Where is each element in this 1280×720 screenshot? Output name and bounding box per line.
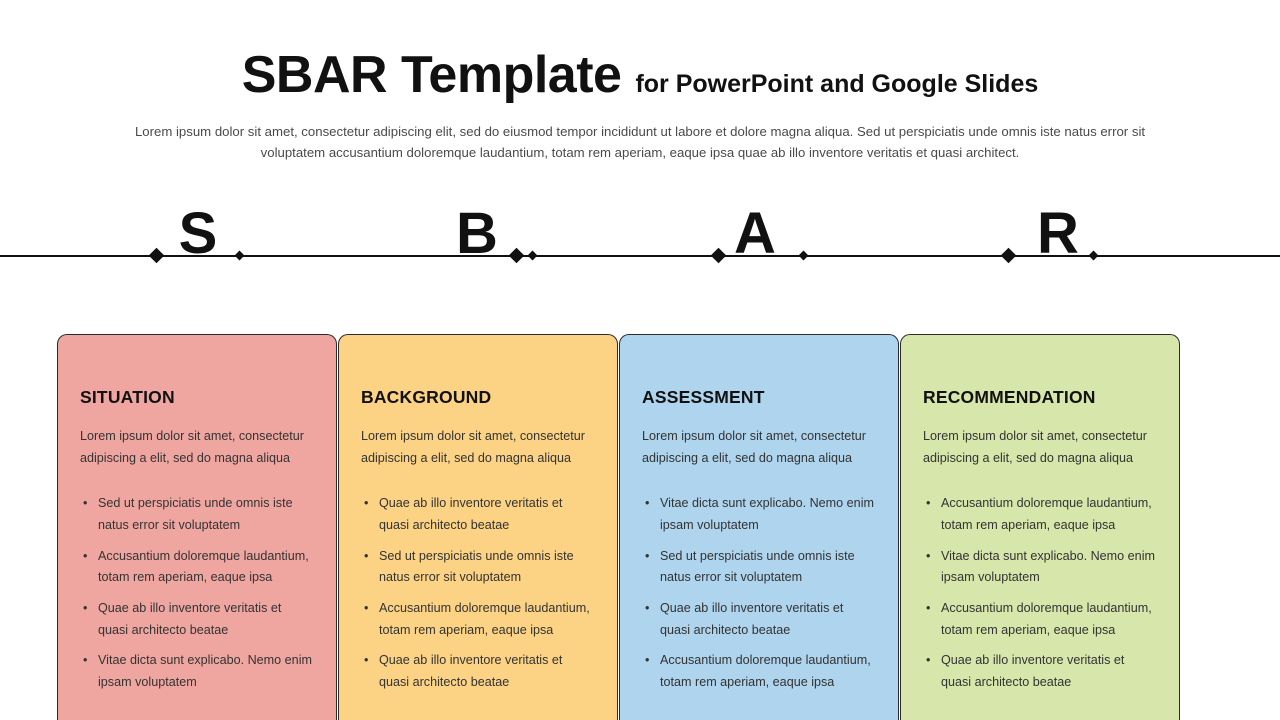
title-row: [0, 48, 1280, 103]
timeline-node-letter: B: [456, 201, 498, 266]
list-item: • Quae ab illo inventore veritatis et quasi architecto beatae: [377, 650, 595, 693]
list-item: • Quae ab illo inventore veritatis et quasi architecto beatae: [96, 598, 314, 641]
list-item: • Vitae dicta sunt explicabo. Nemo enim ipsam voluptatem: [658, 493, 876, 536]
timeline-node-r: [978, 201, 1138, 266]
card-background: [338, 334, 618, 720]
list-item: • Vitae dicta sunt explicabo. Nemo enim ipsam voluptatem: [96, 650, 314, 693]
list-item: • Vitae dicta sunt explicabo. Nemo enim ipsam voluptatem: [939, 546, 1157, 589]
list-item: • Accusantium doloremque laudantium, totam rem aperiam, eaque ipsa: [96, 546, 314, 589]
list-item: • Sed ut perspiciatis unde omnis iste natus error sit voluptatem: [658, 546, 876, 589]
card-situation: [57, 334, 337, 720]
list-item: • Accusantium doloremque laudantium, totam rem aperiam, eaque ipsa: [658, 650, 876, 693]
list-item: • Sed ut perspiciatis unde omnis iste natus error sit voluptatem: [377, 546, 595, 589]
card-title: SITUATION: [80, 387, 175, 407]
card-assessment: [619, 334, 899, 720]
sbar-cards: [57, 334, 1219, 720]
page-subtitle: for PowerPoint and Google Slides: [635, 70, 1039, 98]
timeline-node-letter: S: [178, 201, 218, 266]
card-bullet-list: [361, 493, 595, 693]
sbar-timeline: [0, 201, 1280, 315]
card-bullet-list: [80, 493, 314, 693]
card-recommendation: [900, 334, 1180, 720]
card-lead-text: Lorem ipsum dolor sit amet, consectetur adipiscing a elit, sed do magna aliqua: [642, 429, 866, 465]
timeline-node-b: [397, 201, 557, 266]
card-lead-text: Lorem ipsum dolor sit amet, consectetur adipiscing a elit, sed do magna aliqua: [923, 429, 1147, 465]
card-title: ASSESSMENT: [642, 387, 765, 407]
list-item: • Accusantium doloremque laudantium, totam rem aperiam, eaque ipsa: [939, 598, 1157, 641]
card-title: RECOMMENDATION: [923, 387, 1096, 407]
timeline-node-letter: R: [1037, 201, 1079, 266]
card-lead-text: Lorem ipsum dolor sit amet, consectetur adipiscing a elit, sed do magna aliqua: [80, 429, 304, 465]
timeline-node-s: [118, 201, 278, 266]
list-item: • Accusantium doloremque laudantium, totam rem aperiam, eaque ipsa: [377, 598, 595, 641]
card-title: BACKGROUND: [361, 387, 492, 407]
timeline-node-letter: A: [734, 201, 776, 266]
list-item: • Quae ab illo inventore veritatis et quasi architecto beatae: [377, 493, 595, 536]
list-item: • Quae ab illo inventore veritatis et quasi architecto beatae: [658, 598, 876, 641]
intro-paragraph: Lorem ipsum dolor sit amet, consectetur adipiscing elit, sed do eiusmod tempor incididunt ut labore et dolore magna aliqua. Sed ut perspiciatis unde omnis iste natus error sit voluptatem accusantium doloremque laudantium, totam rem aperiam, eaque ipsa quae ab illo inventore veritatis et quasi architect.: [134, 123, 1146, 161]
list-item: • Quae ab illo inventore veritatis et quasi architecto beatae: [939, 650, 1157, 693]
timeline-node-a: [675, 201, 835, 266]
list-item: • Sed ut perspiciatis unde omnis iste natus error sit voluptatem: [96, 493, 314, 536]
list-item: • Accusantium doloremque laudantium, totam rem aperiam, eaque ipsa: [939, 493, 1157, 536]
slide-header: [0, 0, 1280, 164]
card-lead-text: Lorem ipsum dolor sit amet, consectetur adipiscing a elit, sed do magna aliqua: [361, 429, 585, 465]
page-title: SBAR Template: [241, 46, 622, 104]
card-bullet-list: [923, 493, 1157, 693]
card-bullet-list: [642, 493, 876, 693]
